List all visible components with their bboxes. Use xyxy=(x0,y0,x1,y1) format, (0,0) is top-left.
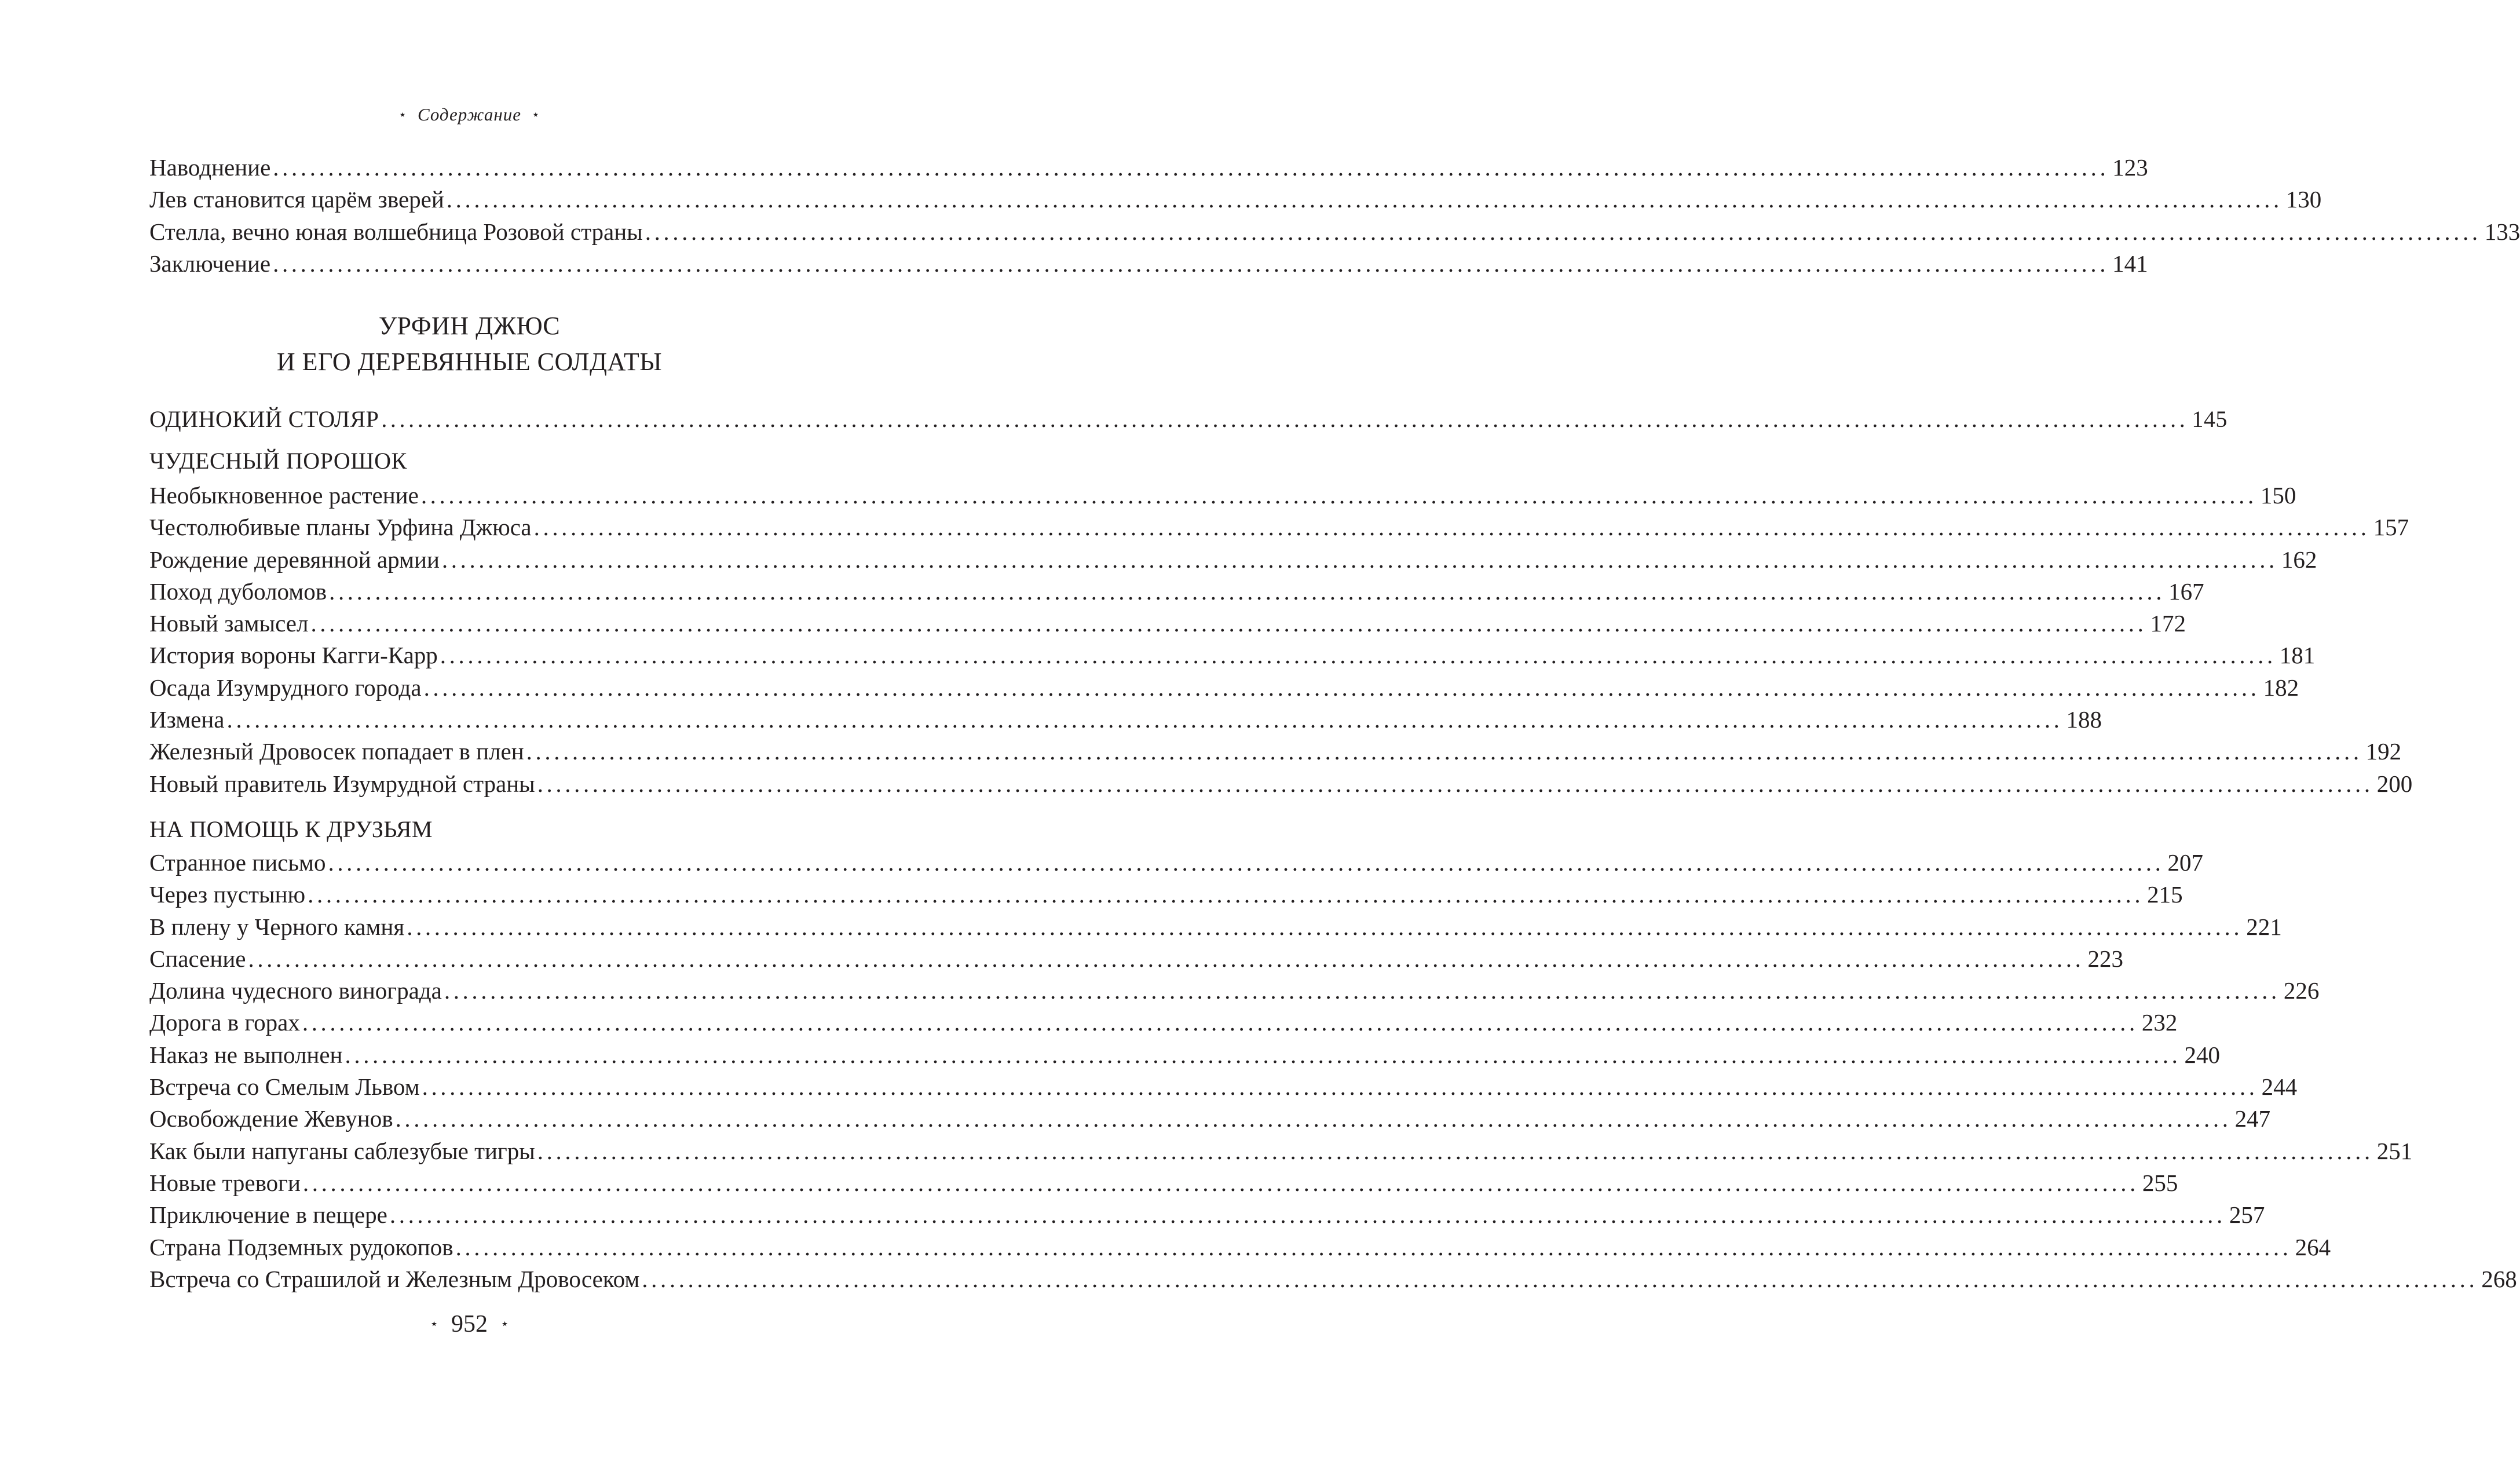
toc-entry-title: ОДИНОКИЙ СТОЛЯР xyxy=(149,406,379,432)
toc-entry xyxy=(149,1039,2220,1071)
toc-entry xyxy=(149,1071,2298,1103)
toc-entry-page: 240 xyxy=(2184,1041,2220,1068)
toc-entry xyxy=(149,1135,2413,1167)
leader-dots: ........................................................................................................................................................................................................ xyxy=(273,154,2109,181)
leader-dots: ........................................................................................................................................................................................................ xyxy=(395,1105,2232,1132)
toc-entry xyxy=(149,911,2282,943)
toc-entry-page: 182 xyxy=(2263,674,2299,701)
toc-entry xyxy=(149,1007,2178,1039)
toc-entry-title: Заключение xyxy=(149,250,271,277)
toc-entry-page: 172 xyxy=(2150,610,2186,637)
book-title xyxy=(0,308,939,380)
toc-entry xyxy=(149,152,2148,184)
leader-dots: ........................................................................................................................................................................................................ xyxy=(226,706,2063,733)
leader-dots: ........................................................................................................................................................................................................ xyxy=(328,849,2164,876)
running-head xyxy=(0,104,939,125)
toc-entry-title: Встреча со Смелым Львом xyxy=(149,1073,420,1101)
toc-entry-page: 244 xyxy=(2261,1073,2298,1101)
toc-entry xyxy=(149,248,2148,280)
toc-entry-page: 150 xyxy=(2260,482,2296,509)
book-title-line-1: УРФИН ДЖЮС xyxy=(378,312,561,340)
toc-entry xyxy=(149,1199,2265,1231)
toc-entry-page: 268 xyxy=(2481,1265,2517,1292)
toc-entry-title: В плену у Черного камня xyxy=(149,913,405,940)
toc-entry xyxy=(149,879,2183,911)
toc-block-3 xyxy=(149,847,2517,1295)
toc-entry-page: 141 xyxy=(2112,250,2148,277)
toc-entry-title: Долина чудесного винограда xyxy=(149,977,442,1004)
page-number-value: 952 xyxy=(451,1311,488,1338)
toc-entry-page: 200 xyxy=(2376,770,2413,797)
section-title: ЧУДЕСНЫЙ ПОРОШОК xyxy=(149,448,407,474)
toc-entry xyxy=(149,402,2228,437)
toc-entry xyxy=(149,576,2204,608)
leader-dots: ........................................................................................................................................................................................................ xyxy=(302,1169,2139,1196)
toc-entry-page: 232 xyxy=(2141,1009,2178,1036)
star-icon: ⋆ xyxy=(429,1317,438,1332)
toc-entry xyxy=(149,640,2316,671)
star-icon: ⋆ xyxy=(500,1317,510,1332)
leader-dots: ........................................................................................................................................................................................................ xyxy=(407,913,2243,940)
toc-entry xyxy=(149,847,2203,879)
leader-dots: ........................................................................................................................................................................................................ xyxy=(440,642,2276,669)
section-help-friends xyxy=(149,812,828,847)
toc-entry-title: Через пустыню xyxy=(149,881,306,908)
toc-entry-page: 264 xyxy=(2295,1233,2331,1260)
toc-entry-page: 247 xyxy=(2234,1105,2271,1132)
running-head-title: Содержание xyxy=(417,104,522,125)
toc-entry-page: 207 xyxy=(2167,849,2203,876)
toc-entry xyxy=(149,736,2402,768)
leader-dots: ........................................................................................................................................................................................................ xyxy=(441,546,2278,573)
toc-entry-page: 130 xyxy=(2285,186,2322,213)
page-number xyxy=(0,1310,939,1338)
leader-dots: ........................................................................................................................................................................................................ xyxy=(526,738,2362,765)
toc-entry-title: Освобождение Жевунов xyxy=(149,1105,393,1132)
toc-entry xyxy=(149,184,2322,215)
toc-entry xyxy=(149,975,2320,1007)
toc-block-1 xyxy=(149,152,2520,280)
toc-entry-title: Приключение в пещере xyxy=(149,1201,387,1229)
toc-entry xyxy=(149,672,2299,704)
leader-dots: ........................................................................................................................................................................................................ xyxy=(533,514,2370,541)
toc-entry xyxy=(149,544,2317,576)
toc-entry-page: 223 xyxy=(2087,945,2123,972)
leader-dots: ........................................................................................................................................................................................................ xyxy=(642,1265,2478,1292)
leader-dots: ........................................................................................................................................................................................................ xyxy=(273,250,2109,277)
toc-entry-title: Наказ не выполнен xyxy=(149,1041,343,1068)
leader-dots: ........................................................................................................................................................................................................ xyxy=(345,1041,2181,1068)
toc-entry xyxy=(149,480,2296,511)
leader-dots: ........................................................................................................................................................................................................ xyxy=(248,945,2084,972)
toc-entry-page: 188 xyxy=(2066,706,2102,733)
toc-entry-page: 123 xyxy=(2112,154,2148,181)
toc-entry-page: 257 xyxy=(2229,1201,2265,1229)
toc-entry xyxy=(149,1103,2271,1135)
toc-entry-title: Необыкновенное растение xyxy=(149,482,419,509)
toc-entry xyxy=(149,1167,2178,1199)
toc-entry-title: Спасение xyxy=(149,945,246,972)
toc-entry-title: Новые тревоги xyxy=(149,1169,301,1196)
toc-entry-page: 255 xyxy=(2142,1169,2178,1196)
toc-entry-title: Честолюбивые планы Урфина Джюса xyxy=(149,514,532,541)
leader-dots: ........................................................................................................................................................................................................ xyxy=(444,977,2280,1004)
leader-dots: ........................................................................................................................................................................................................ xyxy=(537,1137,2373,1164)
toc-entry-title: Поход дуболомов xyxy=(149,578,327,605)
toc-entry xyxy=(149,1263,2517,1295)
leader-dots: ........................................................................................................................................................................................................ xyxy=(446,186,2283,213)
toc-entry-page: 251 xyxy=(2376,1137,2413,1164)
toc-entry-title: Странное письмо xyxy=(149,849,326,876)
star-icon: ⋆ xyxy=(532,107,540,122)
section-lonely-carpenter xyxy=(149,402,2228,437)
toc-entry-title: Новый правитель Изумрудной страны xyxy=(149,770,535,797)
toc-entry xyxy=(149,608,2186,640)
leader-dots: ........................................................................................................................................................................................................ xyxy=(422,1073,2258,1101)
toc-entry-page: 145 xyxy=(2192,406,2228,432)
toc-entry-title: Как были напуганы саблезубые тигры xyxy=(149,1137,535,1164)
toc-entry-title: Дорога в горах xyxy=(149,1009,300,1036)
leader-dots: ........................................................................................................................................................................................................ xyxy=(537,770,2373,797)
toc-entry-title: Рождение деревянной армии xyxy=(149,546,440,573)
section-title: НА ПОМОЩЬ К ДРУЗЬЯМ xyxy=(149,816,433,842)
toc-entry-page: 226 xyxy=(2283,977,2320,1004)
toc-entry xyxy=(149,768,2413,800)
section-wonder-powder xyxy=(149,444,828,478)
toc-entry-page: 221 xyxy=(2246,913,2282,940)
toc-entry-title: Железный Дровосек попадает в плен xyxy=(149,738,524,765)
toc-entry xyxy=(149,511,2409,543)
leader-dots: ........................................................................................................................................................................................................ xyxy=(381,406,2189,432)
toc-entry-title: Осада Изумрудного города xyxy=(149,674,422,701)
leader-dots: ........................................................................................................................................................................................................ xyxy=(423,674,2260,701)
book-title-line-2: И ЕГО ДЕРЕВЯННЫЕ СОЛДАТЫ xyxy=(276,348,663,376)
leader-dots: ........................................................................................................................................................................................................ xyxy=(645,218,2481,245)
leader-dots: ........................................................................................................................................................................................................ xyxy=(302,1009,2138,1036)
toc-entry xyxy=(149,704,2102,736)
leader-dots: ........................................................................................................................................................................................................ xyxy=(308,881,2144,908)
star-icon: ⋆ xyxy=(398,107,407,122)
toc-entry-title: Наводнение xyxy=(149,154,271,181)
toc-entry-page: 167 xyxy=(2168,578,2204,605)
leader-dots: ........................................................................................................................................................................................................ xyxy=(310,610,2147,637)
toc-entry xyxy=(149,943,2123,975)
leader-dots: ........................................................................................................................................................................................................ xyxy=(420,482,2257,509)
toc-entry-title: Новый замысел xyxy=(149,610,309,637)
toc-block-2 xyxy=(149,480,2413,800)
toc-entry-title: Лев становится царём зверей xyxy=(149,186,444,213)
toc-entry-page: 181 xyxy=(2279,642,2316,669)
toc-entry-title: Встреча со Страшилой и Железным Дровосеком xyxy=(149,1265,640,1292)
toc-entry-title: Стелла, вечно юная волшебница Розовой страны xyxy=(149,218,643,245)
toc-entry-title: Измена xyxy=(149,706,225,733)
toc-entry-title: Страна Подземных рудокопов xyxy=(149,1233,453,1260)
leader-dots: ........................................................................................................................................................................................................ xyxy=(455,1233,2292,1260)
toc-entry xyxy=(149,216,2520,248)
toc-entry-page: 215 xyxy=(2147,881,2183,908)
leader-dots: ........................................................................................................................................................................................................ xyxy=(329,578,2166,605)
leader-dots: ........................................................................................................................................................................................................ xyxy=(389,1201,2226,1229)
toc-entry-page: 192 xyxy=(2365,738,2402,765)
toc-entry-page: 133 xyxy=(2484,218,2520,245)
toc-entry xyxy=(149,1232,2331,1263)
toc-entry-page: 157 xyxy=(2373,514,2409,541)
toc-entry-page: 162 xyxy=(2281,546,2317,573)
toc-entry-title: История вороны Кагги-Карр xyxy=(149,642,438,669)
